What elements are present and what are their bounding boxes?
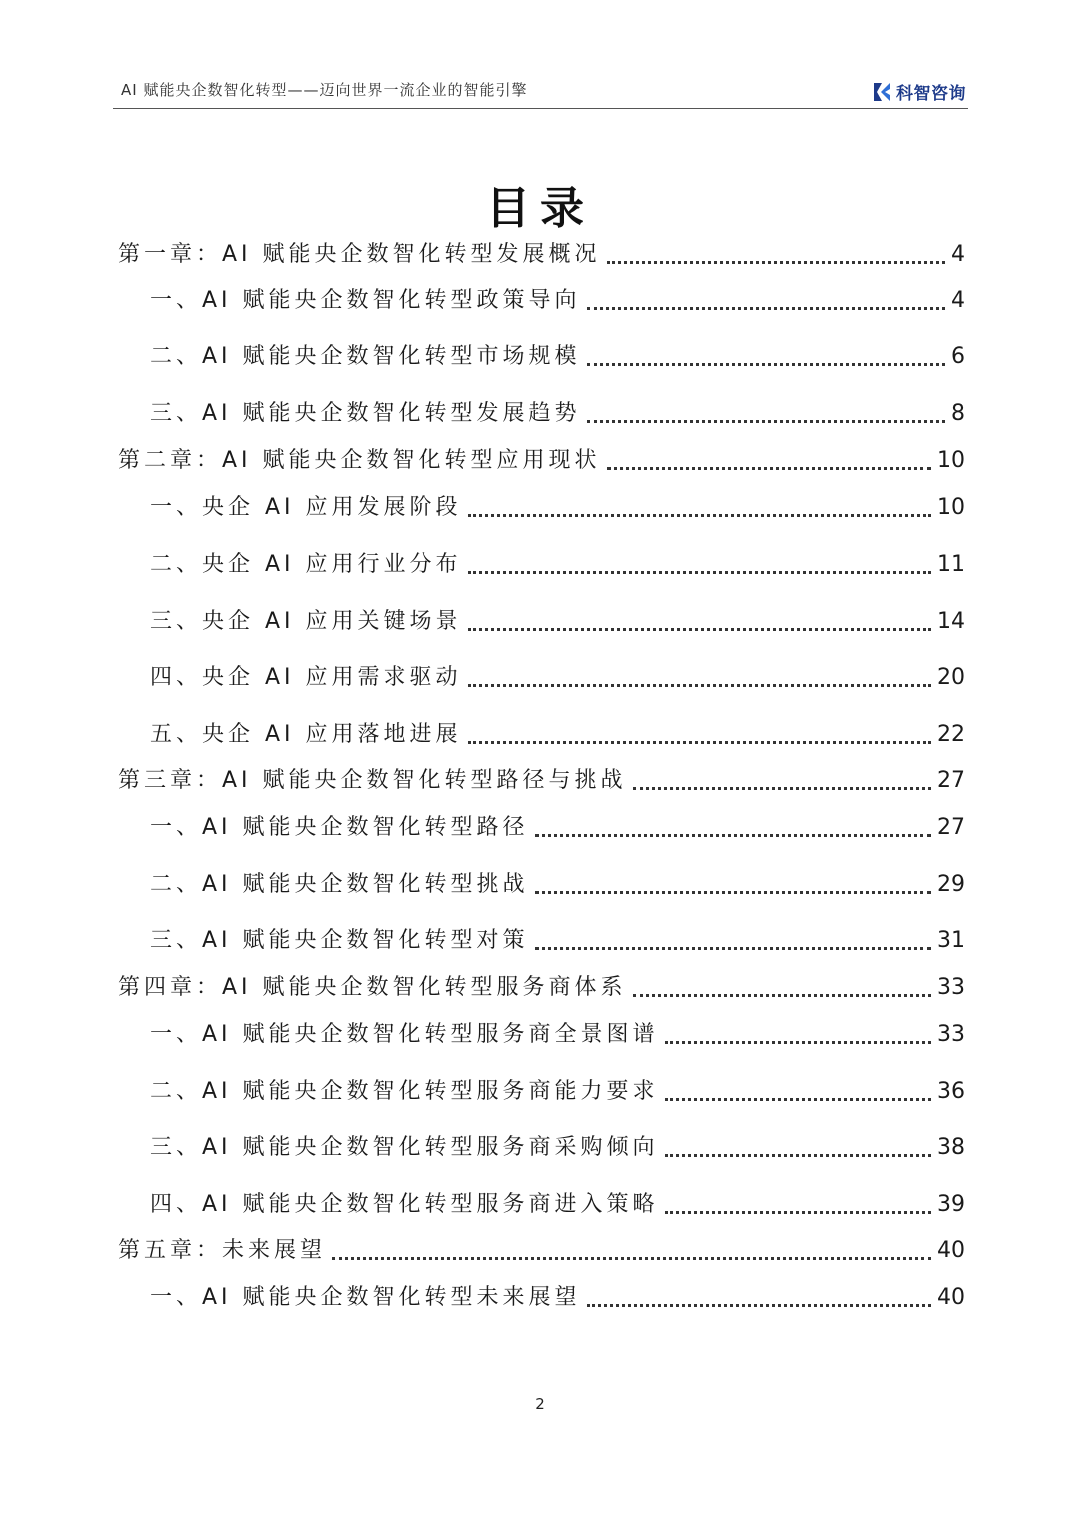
dot-leader — [468, 514, 931, 517]
toc-entry-label: 第一章：AI 赋能央企数智化转型发展概况 — [118, 242, 601, 267]
toc-entry[interactable] — [118, 764, 965, 798]
toc-entry[interactable] — [150, 661, 965, 695]
toc-entry-page: 10 — [937, 495, 965, 520]
toc-entry[interactable] — [150, 924, 965, 958]
dot-leader — [665, 1211, 931, 1214]
toc-entry-label: 第五章：未来展望 — [118, 1238, 327, 1263]
dot-leader — [633, 787, 931, 790]
toc-entry-label: 三、央企 AI 应用关键场景 — [150, 609, 462, 634]
toc-entry[interactable] — [150, 605, 965, 639]
dot-leader — [535, 834, 931, 837]
toc-entry[interactable] — [118, 1234, 965, 1268]
header-title: AI 赋能央企数智化转型——迈向世界一流企业的智能引擎 — [121, 81, 528, 99]
toc-entry[interactable] — [150, 868, 965, 902]
toc-entry-label: 四、央企 AI 应用需求驱动 — [150, 665, 462, 690]
toc-entry-label: 一、AI 赋能央企数智化转型未来展望 — [150, 1285, 581, 1310]
toc-entry-label: 一、央企 AI 应用发展阶段 — [150, 495, 462, 520]
dot-leader — [587, 1304, 931, 1307]
toc-entry-label: 第三章：AI 赋能央企数智化转型路径与挑战 — [118, 768, 627, 793]
toc-entry-page: 10 — [937, 448, 965, 473]
toc-entry-label: 一、AI 赋能央企数智化转型路径 — [150, 815, 529, 840]
dot-leader — [587, 363, 945, 366]
dot-leader — [535, 947, 931, 950]
toc-entry-label: 二、AI 赋能央企数智化转型挑战 — [150, 872, 529, 897]
dot-leader — [535, 891, 931, 894]
toc-entry-page: 31 — [937, 928, 965, 953]
toc-entry[interactable] — [150, 284, 965, 318]
toc-entry-label: 三、AI 赋能央企数智化转型对策 — [150, 928, 529, 953]
toc-entry-label: 三、AI 赋能央企数智化转型发展趋势 — [150, 401, 581, 426]
toc-entry-page: 4 — [951, 242, 965, 267]
toc-entry-label: 五、央企 AI 应用落地进展 — [150, 722, 462, 747]
page-number: 2 — [535, 1395, 545, 1413]
toc-entry-page: 27 — [937, 815, 965, 840]
toc-entry-label: 第二章：AI 赋能央企数智化转型应用现状 — [118, 448, 601, 473]
toc-entry-page: 14 — [937, 609, 965, 634]
dot-leader — [607, 261, 945, 264]
toc-entry-label: 一、AI 赋能央企数智化转型服务商全景图谱 — [150, 1022, 659, 1047]
dot-leader — [633, 994, 931, 997]
toc-entry-page: 8 — [951, 401, 965, 426]
toc-entry-label: 二、AI 赋能央企数智化转型服务商能力要求 — [150, 1079, 659, 1104]
dot-leader — [468, 741, 931, 744]
toc-entry[interactable] — [150, 1075, 965, 1109]
toc-entry-label: 二、AI 赋能央企数智化转型市场规模 — [150, 344, 581, 369]
page-title: 目录 — [486, 183, 594, 234]
toc-entry[interactable] — [118, 238, 965, 272]
dot-leader — [665, 1154, 931, 1157]
toc-entry-page: 11 — [937, 552, 965, 577]
toc-entry-page: 29 — [937, 872, 965, 897]
toc-entry[interactable] — [150, 1281, 965, 1315]
dot-leader — [607, 467, 931, 470]
dot-leader — [468, 684, 931, 687]
toc-entry-page: 38 — [937, 1135, 965, 1160]
toc-entry[interactable] — [150, 1131, 965, 1165]
dot-leader — [665, 1041, 931, 1044]
toc-entry[interactable] — [150, 491, 965, 525]
toc-entry-page: 40 — [937, 1238, 965, 1263]
toc-entry[interactable] — [150, 340, 965, 374]
dot-leader — [587, 420, 945, 423]
dot-leader — [587, 307, 945, 310]
toc-entry-page: 33 — [937, 975, 965, 1000]
kezhi-logo-icon — [872, 81, 892, 103]
toc-entry-page: 22 — [937, 722, 965, 747]
dot-leader — [665, 1098, 931, 1101]
toc-entry-page: 27 — [937, 768, 965, 793]
toc-entry-label: 一、AI 赋能央企数智化转型政策导向 — [150, 288, 581, 313]
toc-entry-page: 20 — [937, 665, 965, 690]
toc-entry[interactable] — [118, 971, 965, 1005]
dot-leader — [468, 571, 931, 574]
toc-entry-page: 33 — [937, 1022, 965, 1047]
toc-entry[interactable] — [150, 1018, 965, 1052]
toc-entry[interactable] — [150, 1188, 965, 1222]
toc-entry[interactable] — [150, 811, 965, 845]
toc-entry[interactable] — [118, 444, 965, 478]
toc-entry[interactable] — [150, 548, 965, 582]
dot-leader — [468, 628, 931, 631]
toc-entry-page: 6 — [951, 344, 965, 369]
dot-leader — [332, 1257, 931, 1260]
toc-entry[interactable] — [150, 718, 965, 752]
toc-entry[interactable] — [150, 397, 965, 431]
brand-logo — [872, 79, 966, 104]
page-header — [113, 72, 968, 109]
toc-entry-page: 40 — [937, 1285, 965, 1310]
toc-entry-label: 四、AI 赋能央企数智化转型服务商进入策略 — [150, 1192, 659, 1217]
logo-text: 科智咨询 — [896, 84, 966, 104]
toc-entry-page: 36 — [937, 1079, 965, 1104]
toc-entry-label: 第四章：AI 赋能央企数智化转型服务商体系 — [118, 975, 627, 1000]
toc-entry-label: 三、AI 赋能央企数智化转型服务商采购倾向 — [150, 1135, 659, 1160]
toc-entry-label: 二、央企 AI 应用行业分布 — [150, 552, 462, 577]
toc-entry-page: 39 — [937, 1192, 965, 1217]
toc-entry-page: 4 — [951, 288, 965, 313]
